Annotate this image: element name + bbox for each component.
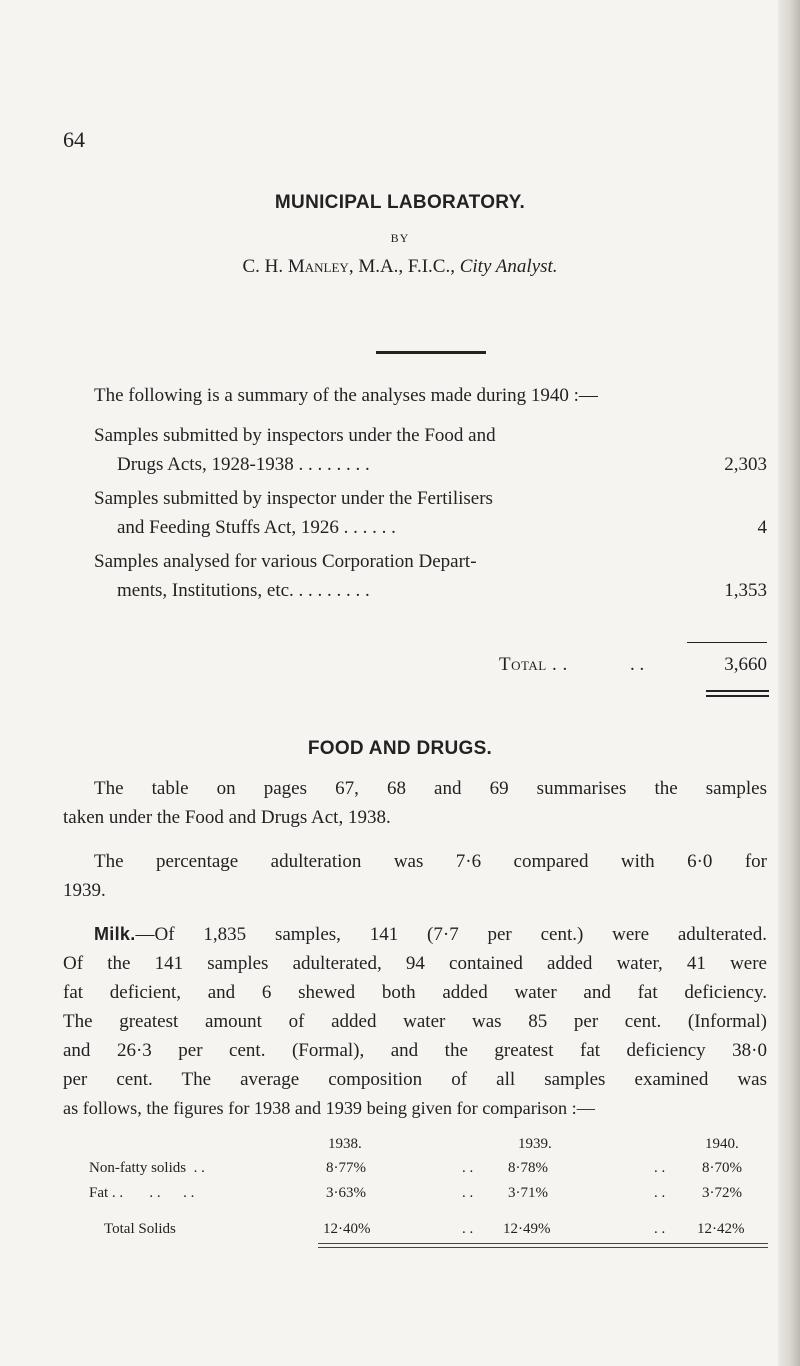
author-initials: C. H. [242, 256, 288, 277]
summary-item [94, 484, 767, 542]
paragraph-line: taken under the Food and Drugs Act, 1938. [63, 807, 391, 828]
paragraph [94, 847, 767, 876]
table-dots: . . [654, 1185, 666, 1201]
table-dots: . . [462, 1185, 474, 1201]
table-year-header: 1940. [705, 1136, 739, 1152]
summary-line2: Drugs Acts, 1928-1938 . . . . . . . . [117, 454, 370, 475]
total-double-rule [706, 695, 769, 697]
summary-item [94, 547, 767, 605]
section-title: MUNICIPAL LABORATORY. [274, 192, 526, 213]
page-number: 64 [63, 127, 85, 152]
table-cell: 8·70% [702, 1160, 742, 1176]
table-dots: . . [462, 1221, 474, 1237]
table-total-cell: 12·42% [697, 1221, 745, 1237]
paragraph-line: The table on pages 67, 68 and 69 summarises the samples [94, 778, 767, 799]
paragraph-line: as follows, the figures for 1938 and 1939 being given for comparison :— [63, 1098, 595, 1118]
total-value: 3,660 [724, 654, 767, 675]
paragraph-line: —Of 1,835 samples, 141 (7·7 per cent.) were adulterated. [135, 924, 767, 945]
table-total-cell: 12·49% [503, 1221, 551, 1237]
summary-line2: ments, Institutions, etc. . . . . . . . . [117, 580, 370, 601]
table-cell: 8·77% [326, 1160, 366, 1176]
table-cell: 3·71% [508, 1185, 548, 1201]
table-dots: . . [462, 1160, 474, 1176]
table-year-header: 1938. [328, 1136, 362, 1152]
paragraph-line: per cent. The average composition of all samples examined was [63, 1069, 767, 1090]
food-drugs-heading: FOOD AND DRUGS. [307, 738, 493, 759]
summary-line2: and Feeding Stuffs Act, 1926 . . . . . . [117, 517, 396, 538]
author-line [0, 256, 800, 278]
table-row-label: Non-fatty solids . . [89, 1160, 205, 1176]
table-dots: . . [654, 1221, 666, 1237]
summary-value: 4 [757, 517, 767, 538]
table-total-label: Total Solids [104, 1221, 176, 1237]
table-row-label: Fat . . . . . . [89, 1185, 195, 1201]
author-role: City Analyst. [459, 256, 558, 277]
by-line: BY [390, 231, 410, 245]
table-cell: 3·63% [326, 1185, 366, 1201]
table-cell: 3·72% [702, 1185, 742, 1201]
summary-line1: Samples submitted by inspector under the Fertilisers [94, 488, 493, 509]
title-rule [376, 351, 486, 354]
intro-text: The following is a summary of the analyses made during 1940 :— [94, 385, 598, 406]
milk-paragraph [94, 920, 767, 949]
table-end-rule [318, 1243, 768, 1244]
paragraph-line: and 26·3 per cent. (Formal), and the greatest fat deficiency 38·0 [63, 1040, 767, 1061]
total-double-rule [706, 690, 769, 692]
table-end-rule [318, 1247, 768, 1248]
paragraph-line: The greatest amount of added water was 85 per cent. (Informal) [63, 1011, 767, 1032]
summary-item [94, 421, 767, 479]
milk-lead: Milk. [94, 924, 136, 944]
author-credentials: , M.A., F.I.C., [348, 256, 460, 277]
summary-line1: Samples submitted by inspectors under the Food and [94, 425, 496, 446]
paragraph [94, 774, 767, 803]
paragraph-line: The percentage adulteration was 7·6 compared with 6·0 for [94, 851, 767, 872]
total-label: Total . . [499, 654, 568, 675]
summary-line1: Samples analysed for various Corporation Depart- [94, 551, 477, 572]
table-total-cell: 12·40% [323, 1221, 371, 1237]
author-surname: Manley [287, 256, 349, 277]
total-dots: . . [630, 654, 645, 675]
summary-value: 2,303 [724, 454, 767, 475]
summary-value: 1,353 [724, 580, 767, 601]
table-dots: . . [654, 1160, 666, 1176]
sum-rule [687, 642, 767, 643]
paragraph-line: 1939. [63, 880, 106, 901]
table-year-header: 1939. [518, 1136, 552, 1152]
paragraph-line: Of the 141 samples adulterated, 94 contained added water, 41 were [63, 953, 767, 974]
table-cell: 8·78% [508, 1160, 548, 1176]
paragraph-line: fat deficient, and 6 shewed both added water and fat deficiency. [63, 982, 767, 1003]
